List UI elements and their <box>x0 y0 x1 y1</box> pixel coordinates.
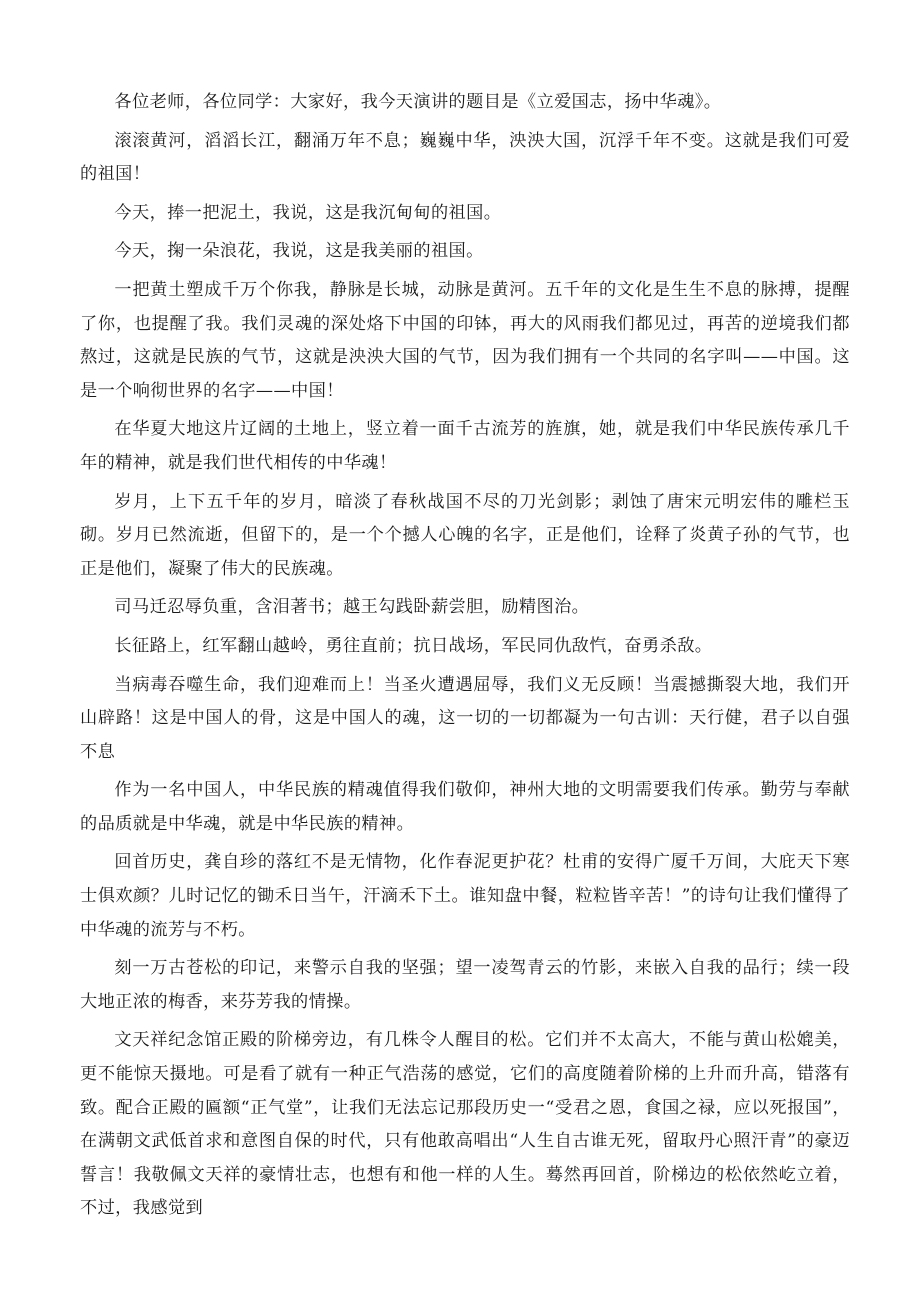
paragraph-yellow-river: 滚滚黄河，滔滔长江，翻涌万年不息；巍巍中华，泱泱大国，沉浮千年不变。这就是我们可爱的祖国！ <box>80 130 850 185</box>
paragraph-greeting: 各位老师，各位同学：大家好，我今天演讲的题目是《立爱国志，扬中华魂》。 <box>114 92 722 112</box>
paragraph-handful-of-soil: 今天，捧一把泥土，我说，这是我沉甸甸的祖国。 <box>114 202 502 223</box>
paragraph-sima-qian: 司马迁忍辱负重，含泪著书；越王勾践卧薪尝胆，励精图治。 <box>114 597 590 618</box>
paragraph-long-march: 长征路上，红军翻山越岭，勇往直前；抗日战场，军民同仇敌忾，奋勇杀敌。 <box>114 635 713 656</box>
paragraph-pine: 刻一万古苍松的印记，来警示自我的坚强；望一凌驾青云的竹影，来嵌入自我的品行；续一段大地正浓的梅香，来芬芳我的情操。 <box>80 958 850 1012</box>
paragraph-chinese-person: 作为一名中国人，中华民族的精魂值得我们敬仰，神州大地的文明需要我们传承。勤劳与奉献的品质就是中华魂，就是中华民族的精神。 <box>80 780 850 834</box>
paragraph-banner: 在华夏大地这片辽阔的土地上，竖立着一面千古流芳的旌旗，她，就是我们中华民族传承几千年的精神，就是我们世代相传的中华魂！ <box>80 419 850 473</box>
speech-body <box>80 86 850 1231</box>
paragraph-yellow-earth: 一把黄土塑成千万个你我，静脉是长城，动脉是黄河。五千年的文化是生生不息的脉搏，提醒了你，也提醒了我。我们灵魂的深处烙下中国的印钵，再大的风雨我们都见过，再苦的逆境我们都熬过，这就是民族的气节，这就是泱泱大国的气节，因为我们拥有一个共同的名字叫——中国。这是一个响彻世界的名字——中国！ <box>80 279 850 401</box>
paragraph-wave: 今天，掬一朵浪花，我说，这是我美丽的祖国。 <box>114 241 484 262</box>
paragraph-years: 岁月，上下五千年的岁月，暗淡了春秋战国不尽的刀光剑影；剥蚀了唐宋元明宏伟的雕栏玉砌。岁月已然流逝，但留下的，是一个个撼人心魄的名字，正是他们，诠释了炎黄子孙的气节，也正是他们，凝聚了伟大的民族魂。 <box>80 491 850 579</box>
paragraph-virus: 当病毒吞噬生命，我们迎难而上！当圣火遭遇屈辱，我们义无反顾！当震撼撕裂大地，我们开山辟路！这是中国人的骨，这是中国人的魂，这一切的一切都凝为一句古训：天行健，君子以自强不息 <box>80 674 850 762</box>
paragraph-wen-tianxiang: 文天祥纪念馆正殿的阶梯旁边，有几株令人醒目的松。它们并不太高大，不能与黄山松媲美，更不能惊天摄地。可是看了就有一种正气浩荡的感觉，它们的高度随着阶梯的上升而升高，错落有致。配合正殿的匾额“正气堂”，让我们无法忘记那段历史一“受君之恩，食国之禄，应以死报国”，在满朝文武低首求和意图自保的时代，只有他敢高唱出“人生自古谁无死，留取丹心照汗青”的豪迈誓言！我敬佩文天祥的豪情壮志，也想有和他一样的人生。蓦然再回首，阶梯边的松依然屹立着，不过，我感觉到 <box>80 1030 850 1219</box>
paragraph-history: 回首历史，龚自珍的落红不是无情物，化作春泥更护花？杜甫的安得广厦千万间，大庇天下寒士俱欢颜？儿时记忆的锄禾日当午，汗滴禾下土。谁知盘中餐，粒粒皆辛苦！”的诗句让我们懂得了中华魂的流芳与不朽。 <box>80 852 850 940</box>
